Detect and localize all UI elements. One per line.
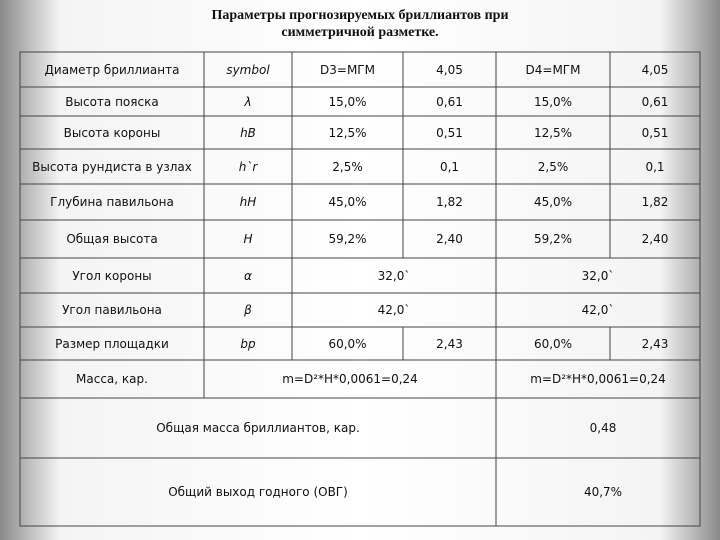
row-symbol-pavilion-depth: hH bbox=[239, 195, 257, 209]
cell-pavilion-depth-c2: 1,82 bbox=[436, 195, 463, 209]
row-label-girdle-height: Высота пояска bbox=[65, 94, 159, 109]
row-symbol-table-size: bp bbox=[240, 336, 256, 351]
cell-pavilion-angle-c12: 42,0` bbox=[377, 303, 411, 317]
cell-table-size-c3: 60,0% bbox=[533, 336, 573, 351]
row-label-pavilion-angle: Угол павильона bbox=[62, 303, 162, 317]
cell-girdle-nodes-c2: 0,1 bbox=[439, 159, 460, 174]
cell-crown-height-c3: 12,5% bbox=[533, 125, 573, 140]
cell-crown-angle-c34: 32,0` bbox=[581, 268, 615, 283]
row-label-total-height: Общая высота bbox=[66, 232, 158, 246]
cell-diameter-c3: D4=МГМ bbox=[525, 62, 581, 77]
cell-crown-height-c1: 12,5% bbox=[328, 125, 367, 140]
row-symbol-total-height: H bbox=[243, 232, 253, 246]
cell-girdle-nodes-c3: 2,5% bbox=[537, 159, 569, 174]
cell-pavilion-depth-c4: 1,82 bbox=[641, 195, 669, 209]
total-mass-value: 0,48 bbox=[589, 421, 617, 435]
cell-girdle-nodes-c4: 0,1 bbox=[645, 159, 665, 174]
cell-mass-c34: m=D²*H*0,0061=0,24 bbox=[530, 372, 666, 386]
title-line-1: Параметры прогнозируемых бриллиантов при bbox=[211, 8, 509, 23]
cell-crown-angle-c12: 32,0` bbox=[377, 268, 411, 283]
cell-pavilion-depth-c1: 45,0% bbox=[328, 195, 367, 209]
cell-total-height-c3: 59,2% bbox=[533, 232, 573, 246]
title-line-2: симметричной разметке. bbox=[281, 25, 439, 40]
cell-diameter-c1: D3=МГМ bbox=[320, 62, 375, 77]
row-symbol-pavilion-angle: β bbox=[244, 303, 252, 317]
cell-table-size-c2: 2,43 bbox=[436, 336, 463, 351]
row-symbol-crown-angle: α bbox=[244, 268, 252, 283]
cell-pavilion-angle-c34: 42,0` bbox=[581, 303, 615, 317]
cell-girdle-nodes-c1: 2,5% bbox=[332, 159, 363, 174]
row-symbol-girdle-height: λ bbox=[244, 94, 252, 109]
row-label-crown-height: Высота короны bbox=[63, 125, 161, 140]
row-label-pavilion-depth: Глубина павильона bbox=[50, 195, 174, 209]
row-symbol-diameter: symbol bbox=[226, 62, 270, 77]
row-label-crown-angle: Угол короны bbox=[72, 268, 152, 283]
row-label-table-size: Размер площадки bbox=[55, 336, 169, 351]
cell-crown-height-c4: 0,51 bbox=[641, 125, 669, 140]
cell-girdle-height-c4: 0,61 bbox=[641, 94, 669, 109]
row-label-mass: Масса, кар. bbox=[76, 372, 148, 386]
cell-total-height-c2: 2,40 bbox=[436, 232, 463, 246]
cell-diameter-c4: 4,05 bbox=[641, 62, 669, 77]
cell-total-height-c1: 59,2% bbox=[328, 232, 367, 246]
row-symbol-girdle-nodes: h`r bbox=[238, 159, 258, 174]
cell-table-size-c4: 2,43 bbox=[641, 336, 669, 351]
cell-mass-c12: m=D²*H*0,0061=0,24 bbox=[282, 372, 418, 386]
cell-girdle-height-c2: 0,61 bbox=[436, 94, 463, 109]
cell-total-height-c4: 2,40 bbox=[641, 232, 669, 246]
cell-crown-height-c2: 0,51 bbox=[436, 125, 463, 140]
yield-label: Общий выход годного (ОВГ) bbox=[168, 485, 348, 499]
row-label-diameter: Диаметр бриллианта bbox=[44, 62, 180, 77]
cell-girdle-height-c1: 15,0% bbox=[328, 94, 367, 109]
cell-diameter-c2: 4,05 bbox=[436, 62, 463, 77]
row-symbol-crown-height: hВ bbox=[240, 125, 256, 140]
total-mass-label: Общая масса бриллиантов, кар. bbox=[156, 421, 360, 435]
row-label-girdle-nodes: Высота рундиста в узлах bbox=[32, 159, 192, 174]
cell-table-size-c1: 60,0% bbox=[328, 336, 367, 351]
cell-girdle-height-c3: 15,0% bbox=[533, 94, 573, 109]
cell-pavilion-depth-c3: 45,0% bbox=[533, 195, 573, 209]
yield-value: 40,7% bbox=[583, 485, 623, 499]
